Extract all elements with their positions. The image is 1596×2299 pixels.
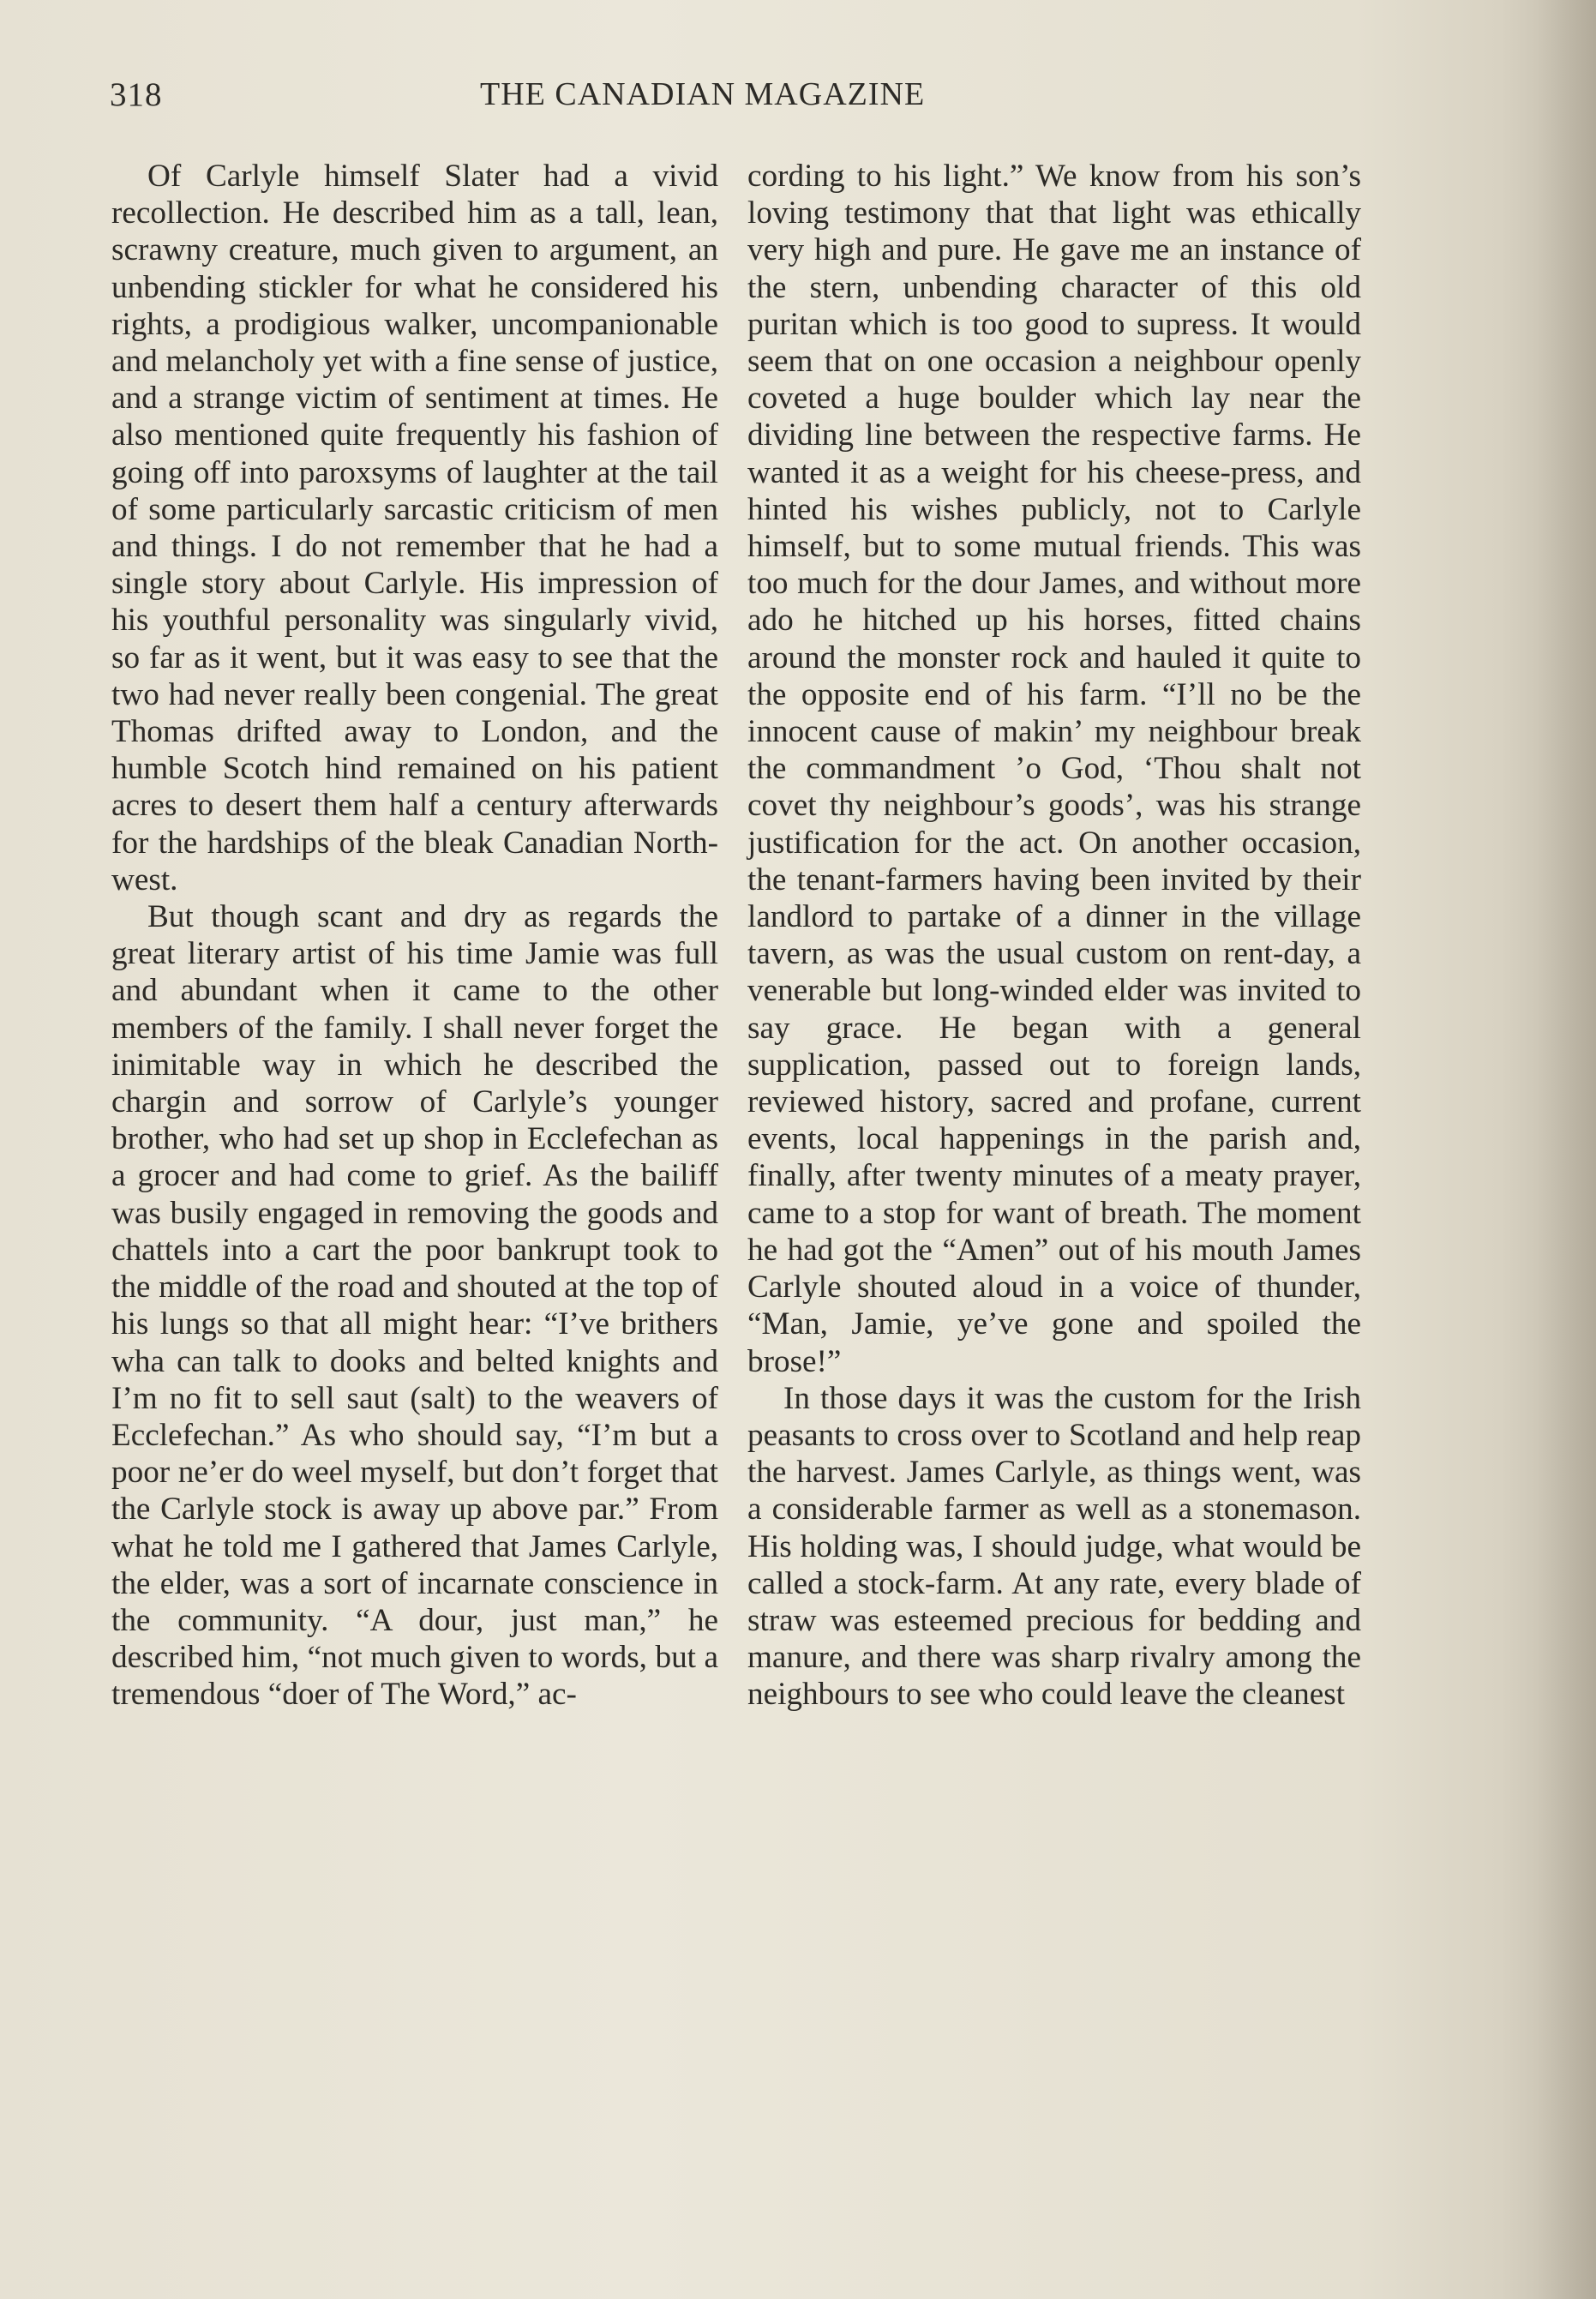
running-title: THE CANADIAN MAGAZINE (480, 76, 926, 112)
paragraph: Of Carlyle himself Slater had a vivid recollection. He described him as a tall, lean, scrawny creature, much given to argument, an unbending stickler for what he considered his rights, a prodigious walker, uncompanionable and melancholy yet with a fine sense of justice, and a strange victim of sentiment at times. He also mentioned quite frequently his fashion of going off into paroxsyms of laughter at the tail of some particularly sarcastic criticism of men and things. I do not remember that he had a single story about Carlyle. His impression of his youthful personality was singularly vivid, so far as it went, but it was easy to see that the two had never really been congenial. The great Thomas drifted away to London, and the humble Scotch hind remained on his patient acres to desert them half a century afterwards for the hardships of the bleak Canadian North-west. (111, 159, 718, 897)
right-column (747, 158, 1361, 1714)
paragraph: cording to his light.” We know from his son’s loving testimony that that light was ethically very high and pure. He gave me an instance of the stern, unbending character of this old puritan which is too good to supress. It would seem that on one occasion a neighbour openly coveted a huge boulder which lay near the dividing line between the respective farms. He wanted it as a weight for his cheese-press, and hinted his wishes publicly, not to Carlyle himself, but to some mutual friends. This was too much for the dour James, and without more ado he hitched up his horses, fitted chains around the monster rock and hauled it quite to the opposite end of his farm. “I’ll no be the innocent cause of makin’ my neighbour break the commandment ’o God, ‘Thou shalt not covet thy neighbour’s goods’, was his strange justification for the act. On another occasion, the tenant-farmers having been invited by their landlord to partake of a dinner in the village tavern, as was the usual custom on rent-day, a venerable but long-winded elder was invited to say grace. He began with a general supplication, passed out to foreign lands, reviewed history, sacred and profane, current events, local happenings in the parish and, finally, after twenty minutes of a meaty prayer, came to a stop for want of breath. The moment he had got the “Amen” out of his mouth James Carlyle shouted aloud in a voice of thunder, “Man, Jamie, ye’ve gone and spoiled the brose!” (747, 159, 1361, 1379)
paragraph: In those days it was the custom for the Irish peasants to cross over to Scotland and help reap the harvest. James Carlyle, as things went, was a considerable farmer as well as a stonemason. His holding was, I should judge, what would be called a stock-farm. At any rate, every blade of straw was esteemed precious for bedding and manure, and there was sharp rivalry among the neighbours to see who could leave the cleanest (747, 1380, 1361, 1713)
paragraph: But though scant and dry as regards the great literary artist of his time Jamie was full and abundant when it came to the other members of the family. I shall never forget the inimitable way in which he described the chargin and sorrow of Carlyle’s younger brother, who had set up shop in Ecclefechan as a grocer and had come to grief. As the bailiff was busily engaged in removing the goods and chattels into a cart the poor bankrupt took to the middle of the road and shouted at the top of his lungs so that all might hear: “I’ve brithers wha can talk to dooks and belted knights and I’m no fit to sell saut (salt) to the weavers of Ecclefechan.” As who should say, “I’m but a poor ne’er do weel myself, but don’t forget that the Carlyle stock is away up above par.” From what he told me I gathered that James Carlyle, the elder, was a sort of incarnate conscience in the community. “A dour, just man,” he described him, “not much given to words, but a tremendous “doer of The Word,” ac- (111, 899, 718, 1713)
page-header (110, 75, 1361, 118)
left-column (111, 158, 718, 1714)
page-number: 318 (110, 76, 163, 113)
page-edge-shadow (1536, 0, 1596, 2299)
